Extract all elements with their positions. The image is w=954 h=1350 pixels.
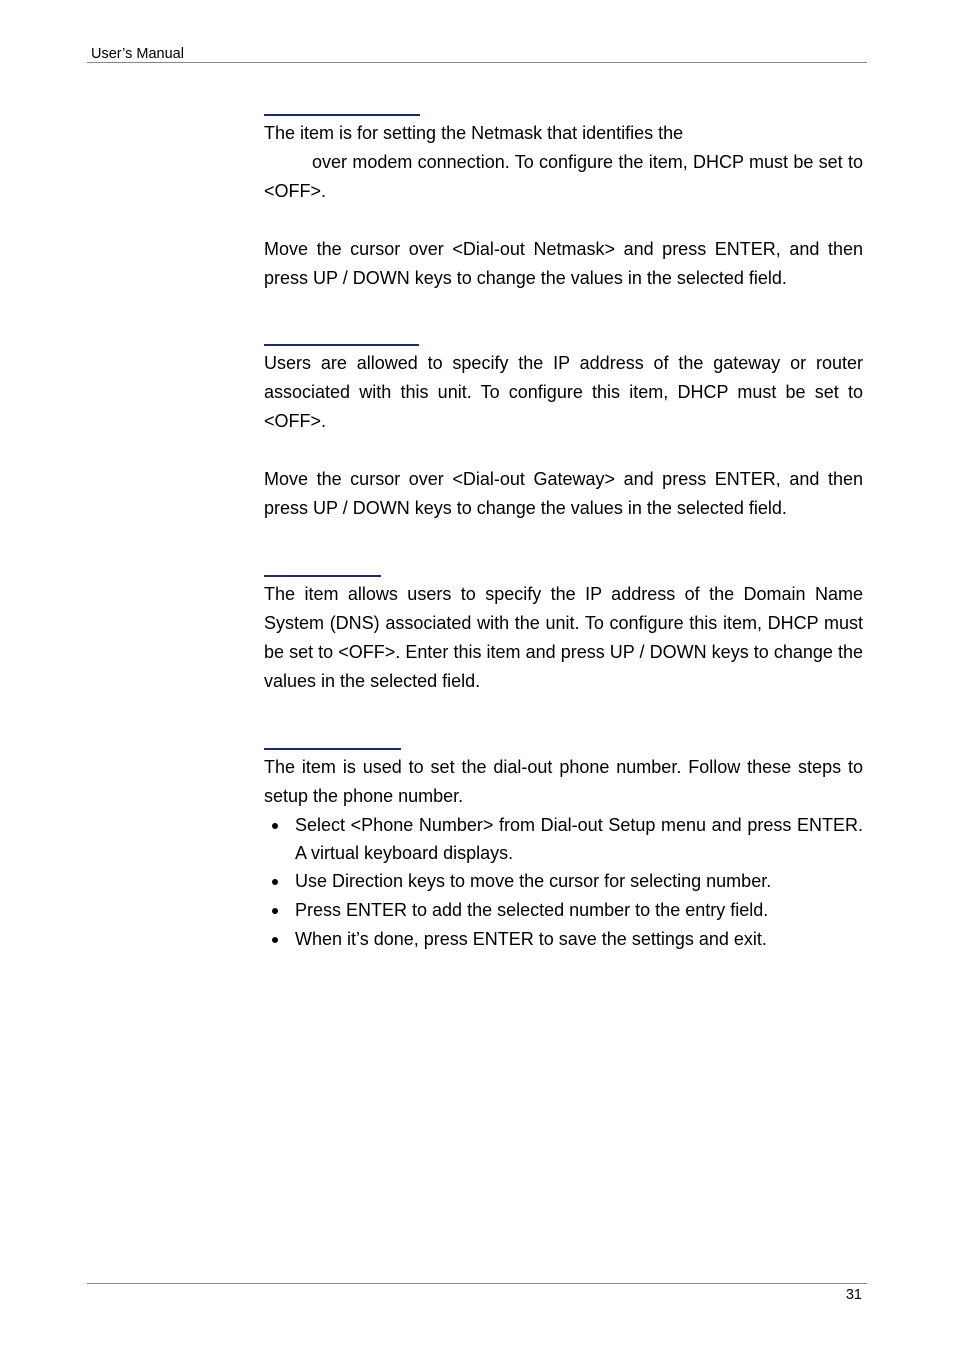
bullet-icon: [272, 879, 278, 885]
page-number: 31: [845, 1287, 862, 1303]
phone-steps-list: [264, 811, 863, 954]
header-divider: [87, 62, 867, 63]
bullet-icon: [272, 823, 278, 829]
netmask-line1: The item is for setting the Netmask that identifies the: [264, 123, 684, 143]
list-item: Press ENTER to add the selected number to the entry field.: [264, 896, 863, 925]
section-heading-underline: [264, 748, 401, 750]
phone-description: The item is used to set the dial-out phone number. Follow these steps to setup the phone number.: [264, 757, 863, 806]
netmask-instructions: Move the cursor over <Dial-out Netmask> and press ENTER, and then press UP / DOWN keys to change the values in the selected field.: [264, 239, 863, 288]
netmask-paragraph: [264, 148, 863, 206]
header-title: User’s Manual: [91, 46, 184, 62]
list-item: When it’s done, press ENTER to save the settings and exit.: [264, 925, 863, 954]
section-netmask: [264, 114, 863, 293]
footer-divider: [87, 1283, 867, 1284]
section-heading-underline: [264, 344, 419, 346]
bullet-icon: [272, 908, 278, 914]
bullet-icon: [272, 937, 278, 943]
section-heading-underline: [264, 575, 381, 577]
section-heading-underline: [264, 114, 420, 116]
dns-description: The item allows users to specify the IP address of the Domain Name System (DNS) associated with the unit. To configure this item, DHCP must be set to <OFF>. Enter this item and press UP / DOWN keys to change the values in the selected field.: [264, 584, 863, 691]
gateway-instructions: Move the cursor over <Dial-out Gateway> and press ENTER, and then press UP / DOWN keys to change the values in the selected field.: [264, 469, 863, 518]
section-phone-number: [264, 748, 863, 954]
list-item: Use Direction keys to move the cursor for selecting number.: [264, 867, 863, 896]
list-item: Select <Phone Number> from Dial-out Setup menu and press ENTER. A virtual keyboard displays.: [264, 811, 863, 867]
section-gateway: [264, 344, 863, 523]
gateway-description: Users are allowed to specify the IP address of the gateway or router associated with this unit. To configure this item, DHCP must be set to <OFF>.: [264, 353, 863, 431]
section-dns: [264, 575, 863, 696]
netmask-text: over modem connection. To configure the item, DHCP must be set to <OFF>.: [264, 152, 863, 201]
